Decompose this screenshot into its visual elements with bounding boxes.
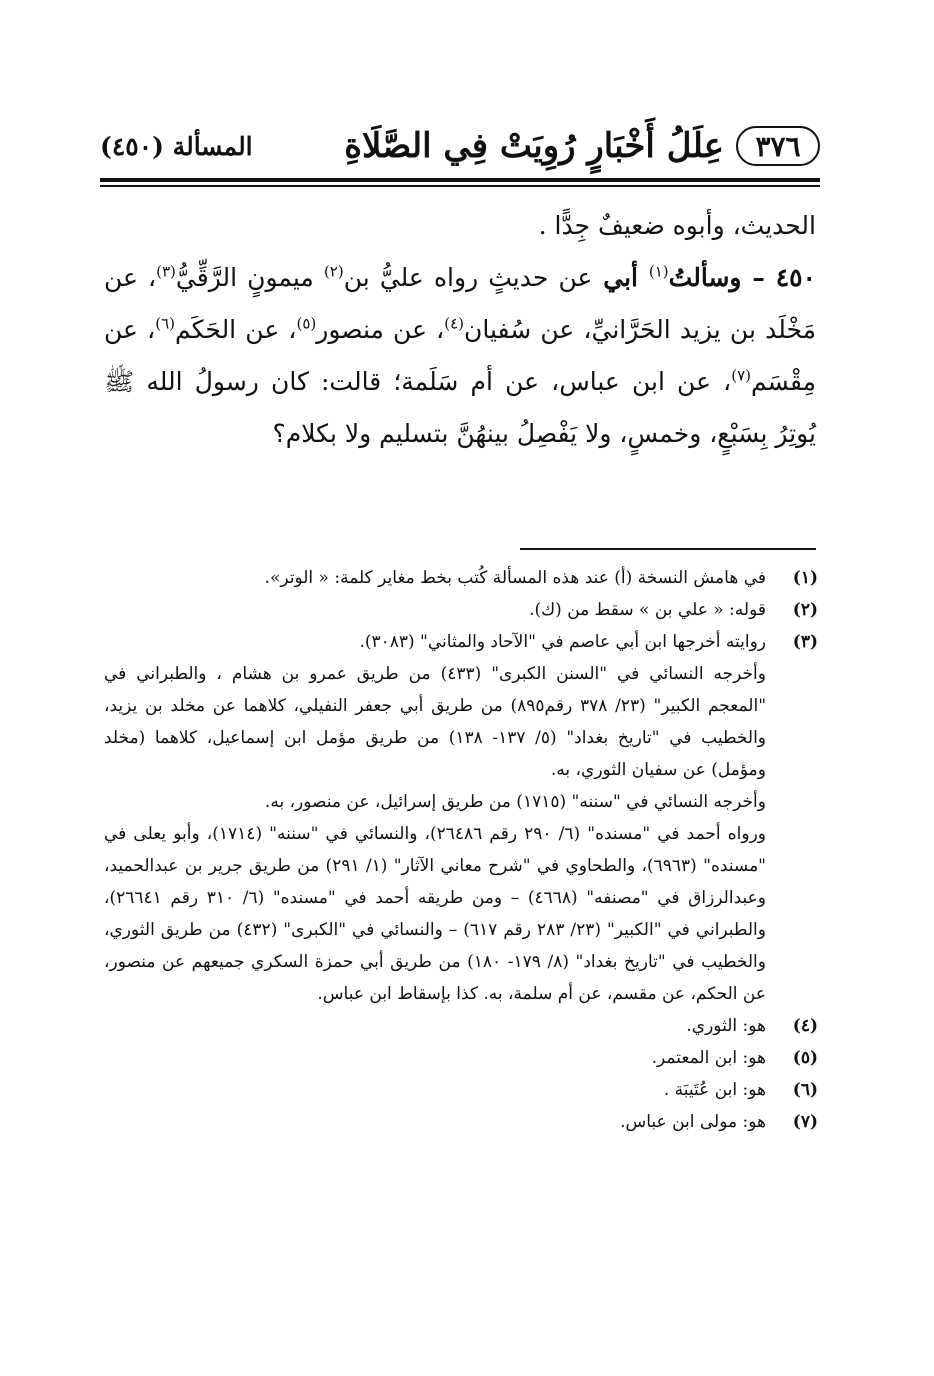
header-rule-thin — [100, 185, 820, 187]
question-text-4: ، عن منصور — [316, 315, 445, 344]
footnote-item — [104, 626, 818, 658]
footnote-separator — [520, 548, 816, 550]
footnote-text: هو: الثوري. — [686, 1016, 766, 1036]
header-rule-thick — [100, 178, 820, 182]
issue-paragraph — [104, 252, 816, 460]
footnote-item — [104, 1010, 818, 1042]
question-text-5: ، عن الحَكَم — [174, 315, 297, 344]
footnote-paragraph: ورواه أحمد في "مسنده" (٦/ ٢٩٠ رقم ٢٦٤٨٦)، والنسائي في "سننه" (١٧١٤)، وأبو يعلى في "مسنده" (٦٩٦٣)، والطحاوي في "شرح معاني الآثار" (١/ ٢٩١) من طريق جرير بن عبدالحميد، وعبدالرزاق في "مصنفه" (٤٦٦٨) – ومن طريقه أحمد في "مسنده" (٦/ ٣١٠ رقم ٢٦٦٤١)، والطبراني في "الكبير" (٢٣/ ٢٨٣ رقم ٦١٧) – والنسائي في "الكبرى" (٤٣٢) من طريق الثوري، والخطيب في "تاريخ بغداد" (٨/ ١٧٩- ١٨٠) من طريق أبي حمزة السكري جميعهم عن منصور، عن الحكم، عن مقسم، عن أم سلمة، به. كذا بإسقاط ابن عباس. — [104, 824, 766, 1004]
footnotes — [104, 562, 818, 1138]
footnote-number: (٧) — [792, 1112, 818, 1132]
footnote-ref-7[interactable]: (٧) — [731, 366, 752, 385]
footnote-item — [104, 594, 818, 626]
footnote-ref-1[interactable]: (١) — [648, 262, 669, 281]
footnote-number: (٣) — [792, 632, 818, 652]
footnote-text: في هامش النسخة (أ) عند هذه المسألة كُتب بخط مغاير كلمة: « الوتر». — [264, 568, 766, 588]
page-header — [100, 120, 820, 172]
book-title: عِلَلُ أَخْبَارٍ رُوِيَتْ فِي الصَّلَاةِ — [344, 126, 724, 166]
footnote-item — [104, 1106, 818, 1138]
question-text-2: ميمونٍ الرَّقِّيُّ — [175, 263, 324, 292]
footnote-item — [104, 1042, 818, 1074]
question-text-7: ، عن ابن عباس، عن أم سَلَمة؛ قالت: كان رسولُ الله ﷺ يُوتِرُ بِسَبْعٍ، وخمسٍ، ولا يَفْصِلُ بينهُنَّ بتسليم ولا بكلام؟ — [104, 367, 816, 448]
question-text-1: عن حديثٍ رواه عليُّ بن — [343, 263, 593, 292]
footnote-ref-4[interactable]: (٤) — [444, 314, 465, 333]
footnote-3-continuation — [104, 658, 818, 1010]
question-lead: وسألتُ — [668, 263, 742, 292]
question-father: أبي — [592, 263, 649, 292]
footnote-ref-2[interactable]: (٢) — [323, 262, 344, 281]
main-line-1: الحديث، وأبوه ضعيفٌ جِدًّا . — [538, 211, 816, 240]
main-text — [104, 200, 816, 460]
footnote-number: (١) — [792, 568, 818, 588]
footnote-number: (٦) — [792, 1080, 818, 1100]
footnote-text: روايته أخرجها ابن أبي عاصم في "الآحاد والمثاني" (٣٠٨٣). — [359, 632, 766, 652]
issue-label: المسألة (٤٥٠) — [100, 131, 253, 161]
footnote-number: (٤) — [792, 1016, 818, 1036]
footnote-text: هو: ابن المعتمر. — [651, 1048, 766, 1068]
footnote-ref-3[interactable]: (٣) — [156, 262, 176, 281]
footnote-ref-5[interactable]: (٥) — [296, 314, 317, 333]
footnote-item — [104, 1074, 818, 1106]
header-title-group — [344, 126, 820, 166]
issue-number: ٤٥٠ – — [741, 263, 816, 292]
page-number-badge: ٣٧٦ — [736, 126, 820, 166]
question-text-6: ، عن مِقْسَم — [104, 315, 816, 396]
footnote-text: هو: ابن عُتَيبَة . — [663, 1080, 766, 1100]
footnote-number: (٥) — [792, 1048, 818, 1068]
footnote-paragraph: وأخرجه النسائي في "سننه" (١٧١٥) من طريق إسرائيل، عن منصور، به. — [264, 792, 766, 812]
footnote-ref-6[interactable]: (٦) — [155, 314, 175, 333]
footnote-number: (٢) — [792, 600, 818, 620]
footnote-text: هو: مولى ابن عباس. — [620, 1112, 766, 1132]
footnote-item — [104, 562, 818, 594]
footnote-text: قوله: « علي بن » سقط من (ك). — [529, 600, 766, 620]
question-text-3: ، عن مَخْلَد بن يزيد الحَرَّانيِّ، عن سُفيان — [104, 263, 817, 344]
footnote-paragraph: وأخرجه النسائي في "السنن الكبرى" (٤٣٣) من طريق عمرو بن هشام ، والطبراني في "المعجم الكبير" (٢٣/ ٣٧٨ رقم٨٩٥) من طريق أبي جعفر النفيلي، كلاهما عن مخلد بن يزيد، والخطيب في "تاريخ بغداد" (٥/ ١٣٧- ١٣٨) من طريق مؤمل ابن إسماعيل، كلاهما (مخلد ومؤمل) عن سفيان الثوري، به. — [104, 664, 767, 780]
